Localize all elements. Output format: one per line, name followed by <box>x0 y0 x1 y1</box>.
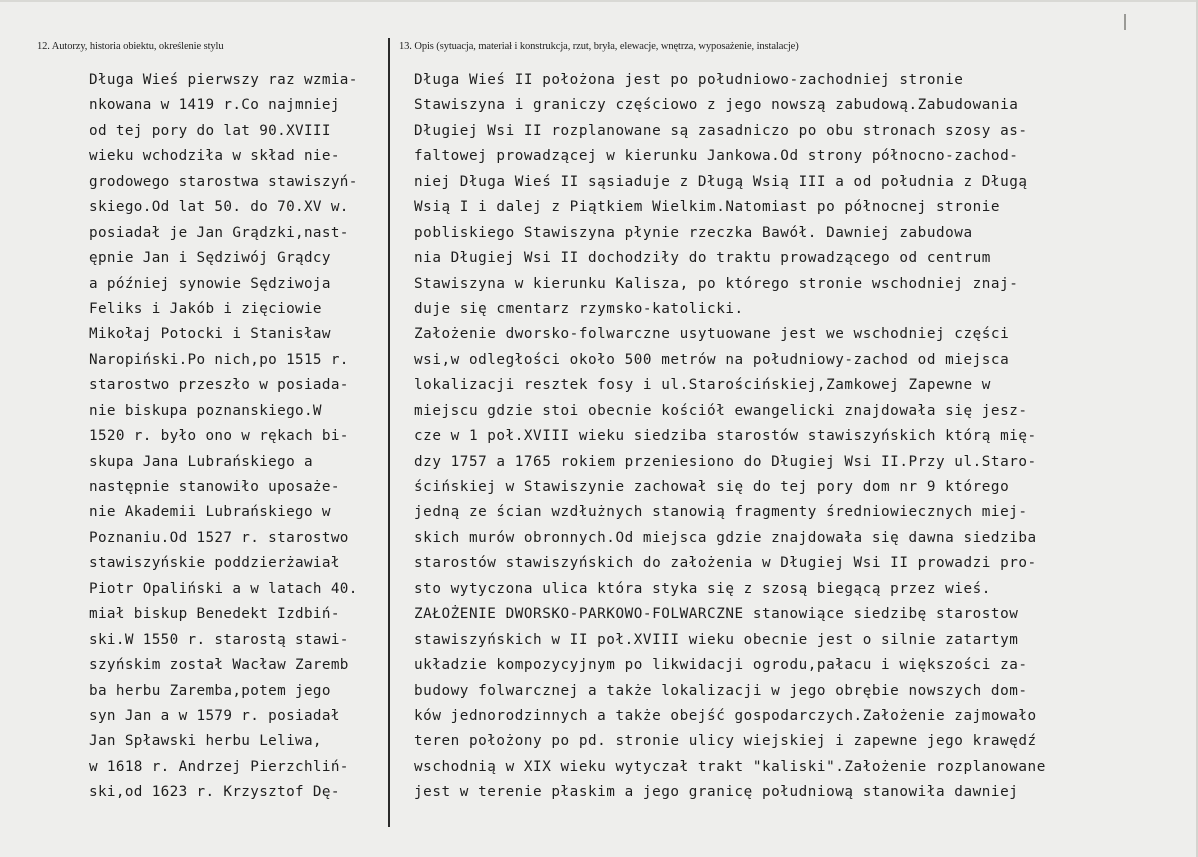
history-text-line: następnie stanowiło uposaże- <box>89 479 340 495</box>
history-text-line: od tej pory do lat 90.XVIII <box>89 122 331 139</box>
description-text-line: Wsią I i dalej z Piątkiem Wielkim.Natomiast po północnej stronie <box>414 199 1001 216</box>
description-text-line: jedną ze ścian wzdłużnych stanowią fragmenty średniowiecznych miej- <box>414 504 1028 521</box>
history-text-line: starostwo przeszło w posiada- <box>89 377 349 394</box>
history-text-line: Mikołaj Potocki i Stanisław <box>89 326 331 343</box>
history-text-line: Feliks i Jakób i zięciowie <box>89 300 322 317</box>
history-text-line: Naropiński.Po nich,po 1515 r. <box>89 351 349 368</box>
description-text-line: Stawiszyna w kierunku Kalisza, po którego stronie wschodniej znaj- <box>414 275 1019 292</box>
description-text-line: ZAŁOŻENIE DWORSKO-PARKOWO-FOLWARCZNE stanowiące siedzibę starostow <box>414 606 1019 623</box>
description-text-line: pobliskiego Stawiszyna płynie rzeczka Bawół. Dawniej zabudowa <box>414 224 973 241</box>
description-text-line: ków jednorodzinnych a także obejść gospodarczych.Założenie zajmowało <box>414 707 1037 724</box>
history-text-line: szyńskim został Wacław Zaremb <box>89 657 349 674</box>
description-text-line: starostów stawiszyńskich do założenia w Długiej Wsi II prowadzi pro- <box>414 555 1037 572</box>
description-text-line: Założenie dworsko-folwarczne usytuowane jest we wschodniej części <box>414 326 1010 343</box>
description-text-line: nia Długiej Wsi II dochodziły do traktu prowadzącego od centrum <box>414 250 991 267</box>
description-text-line: skich murów obronnych.Od miejsca gdzie znajdowała się dawna siedziba <box>414 529 1037 546</box>
description-text-line: teren położony po pd. stronie ulicy wiejskiej i zapewne jego krawędź <box>414 733 1037 750</box>
description-text-line: budowy folwarcznej a także lokalizacji w jego obrębie nowszych dom- <box>414 682 1028 699</box>
history-text-line: ępnie Jan i Sędziwój Grądcy <box>89 250 331 267</box>
history-text-line: miał biskup Benedekt Izdbiń- <box>89 606 340 623</box>
section-12-header: 12. Autorzy, historia obiektu, określenie stylu <box>37 41 224 52</box>
description-text-line: cze w 1 poł.XVIII wieku siedziba starostów stawiszyńskich którą mię- <box>414 428 1037 445</box>
description-text-line: Długiej Wsi II rozplanowane są zasadniczo po obu stronach szosy as- <box>414 122 1028 139</box>
history-text-line: wieku wchodziła w skład nie- <box>89 148 340 165</box>
history-text-line: w 1618 r. Andrzej Pierzchliń- <box>89 758 349 775</box>
history-text-column <box>89 68 385 806</box>
description-text-line: lokalizacji resztek fosy i ul.Starościńskiej,Zamkowej Zapewne w <box>414 377 991 394</box>
history-text-line: Piotr Opaliński a w latach 40. <box>89 580 358 597</box>
history-text-line: grodowego starostwa stawiszyń- <box>89 173 358 190</box>
description-text-line: faltowej prowadzącej w kierunku Jankowa.Od strony północno-zachod- <box>414 148 1019 165</box>
history-text-line: ski.W 1550 r. starostą stawi- <box>89 631 349 648</box>
description-text-line: układzie kompozycyjnym po likwidacji ogrodu,pałacu i większości za- <box>414 657 1028 674</box>
description-text-line: wschodnią w XIX wieku wytyczał trakt "kaliski".Założenie rozplanowane <box>414 758 1046 775</box>
history-text-line: Długa Wieś pierwszy raz wzmia- <box>89 72 358 88</box>
corner-mark <box>1124 14 1126 30</box>
description-text-line: sto wytyczona ulica która styka się z szosą biegącą przez wieś. <box>414 580 991 597</box>
description-text-line: wsi,w odległości około 500 metrów na południowy-zachod od miejsca <box>414 351 1010 368</box>
history-text-line: ba herbu Zaremba,potem jego <box>89 682 331 699</box>
history-text-line: 1520 r. było ono w rękach bi- <box>89 428 349 445</box>
history-text-line: nkowana w 1419 r.Co najmniej <box>89 97 340 114</box>
description-text-line: miejscu gdzie stoi obecnie kościół ewangelicki znajdowała się jesz- <box>414 402 1028 419</box>
history-text-line: stawiszyńskie poddzierżawiał <box>89 555 340 572</box>
history-text-line: nie biskupa poznanskiego.W <box>89 402 322 419</box>
history-text-line: skupa Jana Lubrańskiego a <box>89 453 313 470</box>
history-text-line: posiadał je Jan Grądzki,nast- <box>89 224 349 241</box>
description-text-line: Stawiszyna i graniczy częściowo z jego nowszą zabudową.Zabudowania <box>414 97 1019 114</box>
description-text-column <box>414 68 1104 806</box>
history-text-line: Jan Spławski herbu Leliwa, <box>89 733 322 750</box>
history-text-line: syn Jan a w 1579 r. posiadał <box>89 707 340 724</box>
history-text-line: skiego.Od lat 50. do 70.XV w. <box>89 199 349 216</box>
column-divider <box>388 38 390 827</box>
history-text-line: ski,od 1623 r. Krzysztof Dę- <box>89 784 340 801</box>
description-text-line: stawiszyńskich w II poł.XVIII wieku obecnie jest o silnie zatartym <box>414 631 1019 648</box>
sheet-top-edge <box>0 0 1198 2</box>
section-13-header: 13. Opis (sytuacja, materiał i konstrukcja, rzut, bryła, elewacje, wnętrza, wyposażenie, instalacje) <box>399 41 799 52</box>
description-text-line: jest w terenie płaskim a jego granicę południową stanowiła dawniej <box>414 784 1019 801</box>
description-text-line: Długa Wieś II położona jest po południowo-zachodniej stronie <box>414 72 964 88</box>
description-text-line: niej Długa Wieś II sąsiaduje z Długą Wsią III a od południa z Długą <box>414 173 1028 190</box>
history-text-line: Poznaniu.Od 1527 r. starostwo <box>89 529 349 546</box>
history-text-line: nie Akademii Lubrańskiego w <box>89 504 331 521</box>
description-text-line: duje się cmentarz rzymsko-katolicki. <box>414 300 744 317</box>
description-text-line: dzy 1757 a 1765 rokiem przeniesiono do Długiej Wsi II.Przy ul.Staro- <box>414 453 1037 470</box>
description-text-line: ścińskiej w Stawiszynie zachował się do tej pory dom nr 9 którego <box>414 479 1010 495</box>
history-text-line: a później synowie Sędziwoja <box>89 275 331 292</box>
